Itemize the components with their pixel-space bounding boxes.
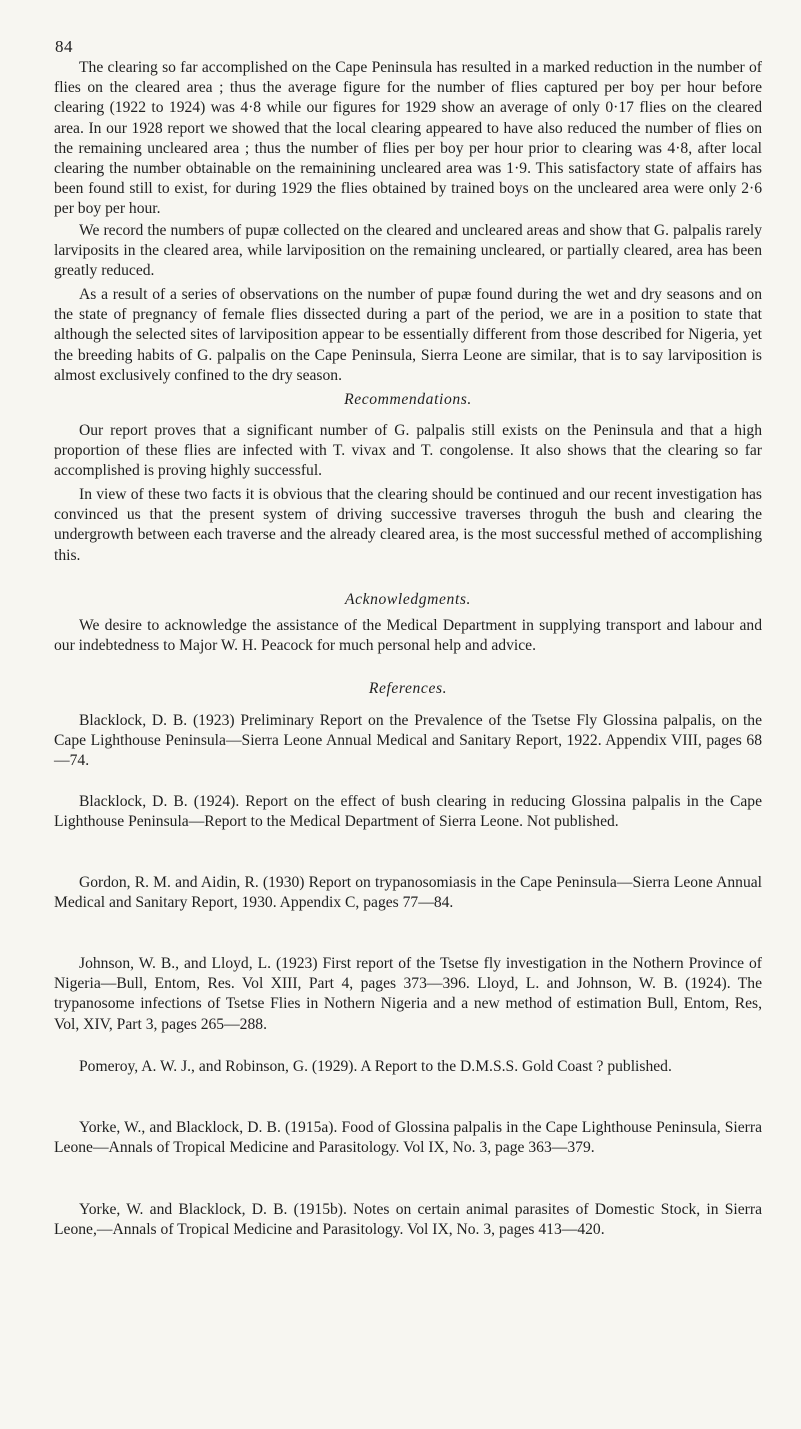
page-number: 84 (55, 37, 73, 56)
paragraph-recommendation-1: Our report proves that a significant number of G. palpalis still exists on the Peninsula and that a high proportion of these flies are infected with T. vivax and T. congolense. It also shows that the clearing so far accomplished is proving highly successful. (54, 422, 762, 480)
reference-pomeroy-1929: Pomeroy, A. W. J., and Robinson, G. (1929). A Report to the D.M.S.S. Gold Coast ? published. (79, 1058, 672, 1075)
heading-recommendations: Recommendations. (344, 391, 472, 408)
paragraph-acknowledgment: We desire to acknowledge the assistance of the Medical Department in supplying transport and labour and our indebtedness to Major W. H. Peacock for much personal help and advice. (54, 617, 762, 655)
reference-blacklock-1924: Blacklock, D. B. (1924). Report on the effect of bush clearing in reducing Glossina palpalis in the Cape Lighthouse Peninsula—Report to the Medical Department of Sierra Leone. Not published. (54, 793, 762, 831)
reference-johnson-lloyd: Johnson, W. B., and Lloyd, L. (1923) First report of the Tsetse fly investigation in the Nothern Province of Nigeria—Bull, Entom, Res. Vol XIII, Part 4, pages 373—396. Lloyd, L. and Johnson, W. B. (1924). The trypanosome infections of Tsetse Flies in Nothern Nigeria and a new method of estimation Bull, Entom, Res, Vol, XIV, Part 3, pages 265—288. (54, 955, 762, 1033)
paragraph-larviposition-seasons: As a result of a series of observations on the number of pupæ found during the wet and dry seasons and on the state of pregnancy of female flies dissected during a part of the period, we are in a position to state that although the selected sites of larviposition appear to be essentially different from those described for Nigeria, yet the breeding habits of G. palpalis on the Cape Peninsula, Sierra Leone are similar, that is to say larviposition is almost exclusively confined to the dry season. (54, 286, 762, 384)
reference-gordon-1930: Gordon, R. M. and Aidin, R. (1930) Report on trypanosomiasis in the Cape Peninsula—Sierra Leone Annual Medical and Sanitary Report, 1930. Appendix C, pages 77—84. (54, 874, 762, 912)
heading-references: References. (368, 680, 448, 697)
paragraph-pupae-record: We record the numbers of pupæ collected on the cleared and uncleared areas and show that G. palpalis rarely larviposits in the cleared area, while larviposition on the remaining uncleared, or partially cleared, area has been greatly reduced. (54, 222, 762, 280)
paragraph-recommendation-2: In view of these two facts it is obvious that the clearing should be continued and our recent investigation has convinced us that the present system of driving successive traverses throguh the bush and clearing the undergrowth between each traverse and the already cleared area, is the most successful methed of accomplishing this. (54, 486, 762, 564)
reference-blacklock-1923: Blacklock, D. B. (1923) Preliminary Report on the Prevalence of the Tsetse Fly Glossina palpalis, on the Cape Lighthouse Peninsula—Sierra Leone Annual Medical and Sanitary Report, 1922. Appendix VIII, pages 68—74. (54, 712, 762, 770)
reference-yorke-1915a: Yorke, W., and Blacklock, D. B. (1915a). Food of Glossina palpalis in the Cape Lighthouse Peninsula, Sierra Leone—Annals of Tropical Medicine and Parasitology. Vol IX, No. 3, page 363—379. (54, 1119, 762, 1157)
heading-acknowledgments: Acknowledgments. (344, 591, 472, 608)
paragraph-clearing-results: The clearing so far accomplished on the Cape Peninsula has resulted in a marked reduction in the number of flies on the cleared area ; thus the average figure for the number of flies captured per boy per hour before clearing (1922 to 1924) was 4·8 while our figures for 1929 show an average of only 0·17 flies on the cleared area. In our 1928 report we showed that the local clearing appeared to have also reduced the number of flies on the remaining uncleared area ; thus the number of flies per boy per hour prior to clearing was 4·8, after local clearing the number obtainable on the remainining uncleared area was 1·9. This satisfactory state of affairs has been found still to exist, for during 1929 the flies obtained by trained boys on the uncleared area were only 2·6 per boy per hour. (54, 59, 762, 218)
reference-yorke-1915b: Yorke, W. and Blacklock, D. B. (1915b). Notes on certain animal parasites of Domestic Stock, in Sierra Leone,—Annals of Tropical Medicine and Parasitology. Vol IX, No. 3, pages 413—420. (54, 1201, 762, 1239)
